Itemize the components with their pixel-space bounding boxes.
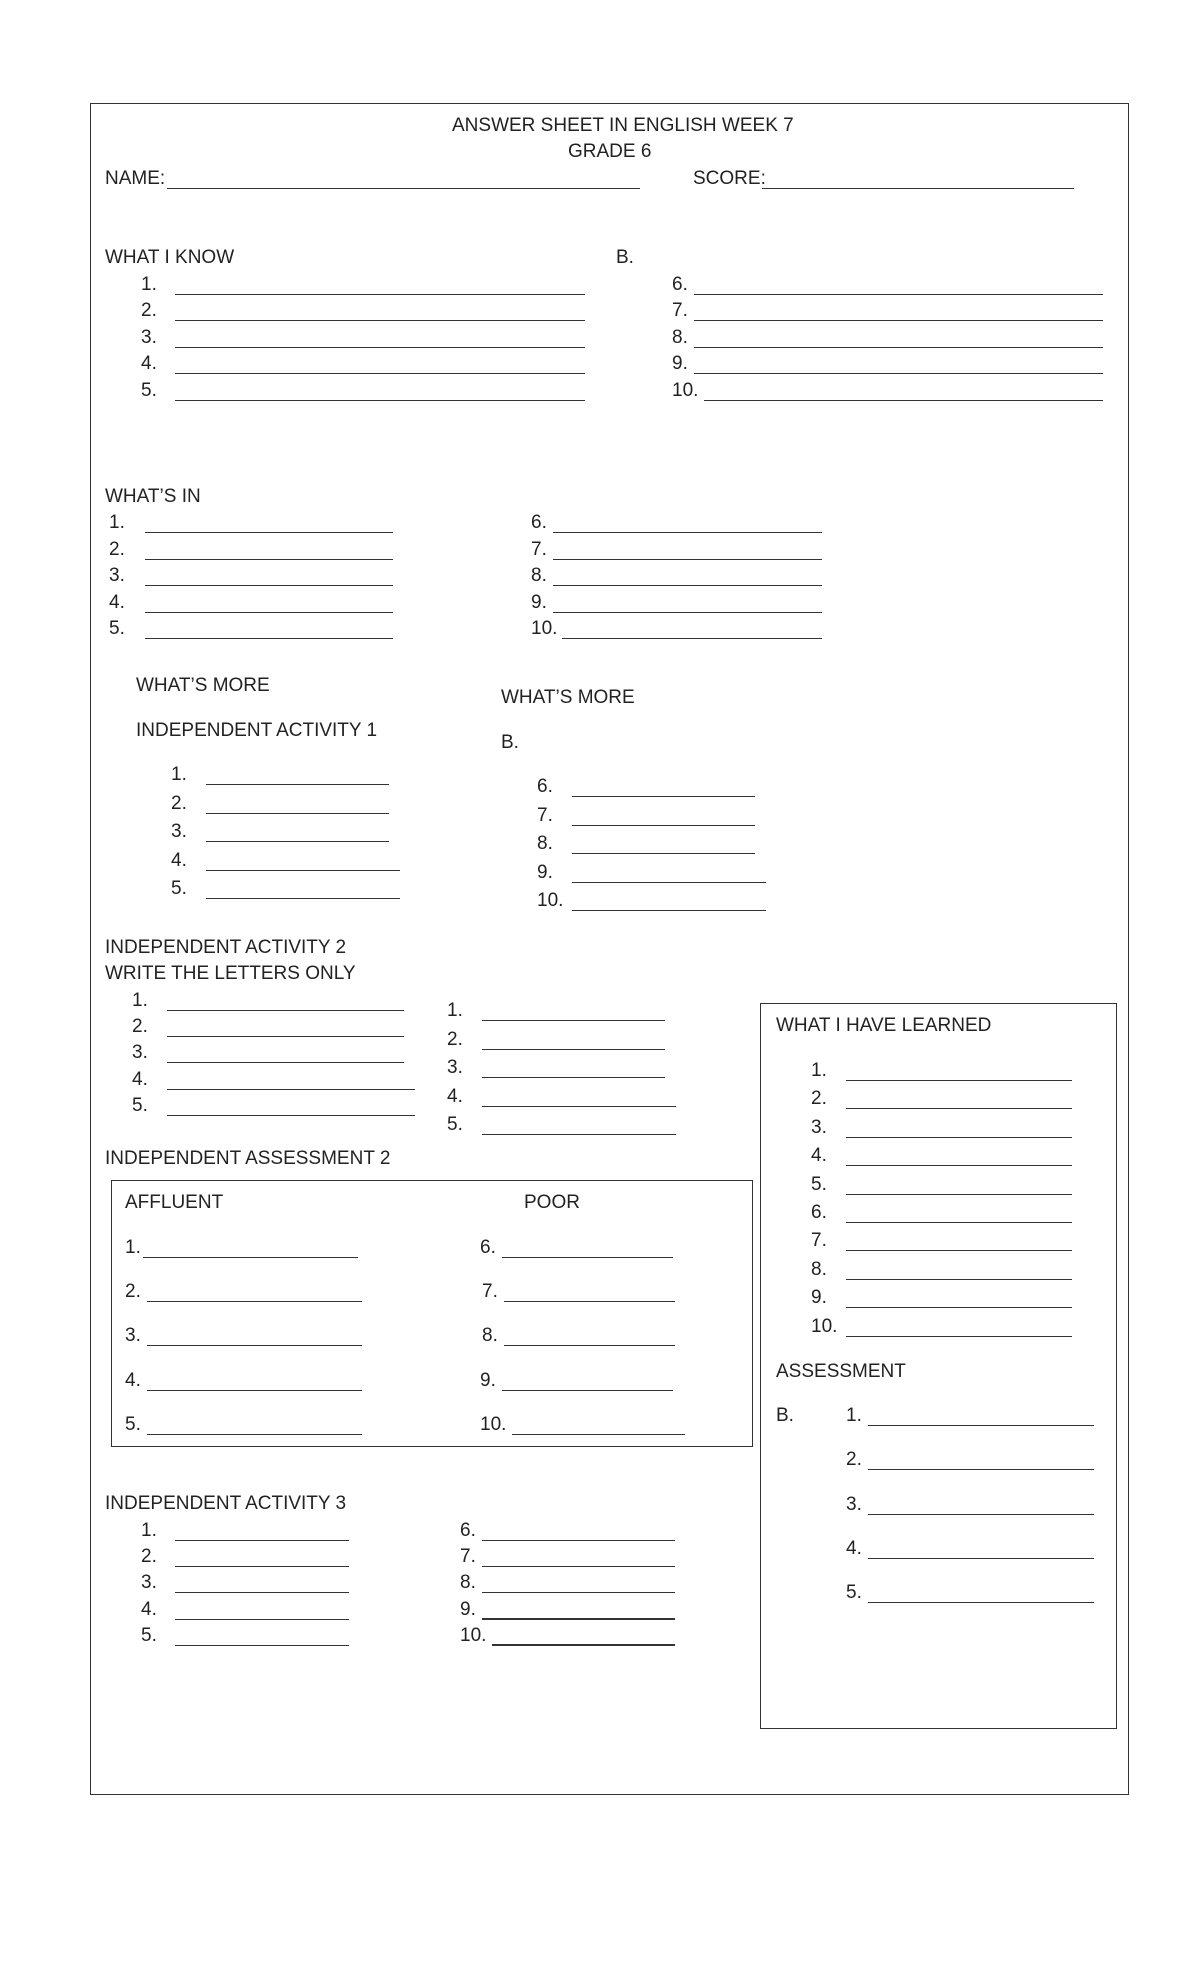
item-number: 4. [141,353,157,374]
answer-line[interactable] [868,1558,1094,1559]
answer-line[interactable] [492,1644,675,1646]
item-number: 2. [132,1016,148,1037]
score-label: SCORE: [693,168,766,189]
answer-line[interactable] [206,898,400,899]
item-number: 8. [672,327,688,348]
answer-line[interactable] [145,585,393,586]
item-number: 3. [141,1572,157,1593]
answer-line[interactable] [175,1566,349,1567]
item-number: 2. [141,1546,157,1567]
answer-line[interactable] [502,1257,673,1258]
item-number: 8. [531,565,547,586]
affluent-column-label: AFFLUENT [125,1192,224,1213]
item-number: 2. [811,1088,827,1109]
item-number: 6. [537,776,553,797]
answer-line[interactable] [482,1106,676,1107]
item-number: 2. [171,793,187,814]
what-i-know-part-b: B. [616,247,634,268]
answer-line[interactable] [482,1077,665,1078]
answer-line[interactable] [846,1279,1072,1280]
item-number: 2. [109,539,125,560]
item-number: 7. [672,300,688,321]
answer-line[interactable] [175,1619,349,1620]
item-number: 8. [537,833,553,854]
item-number: 8. [811,1259,827,1280]
answer-line[interactable] [145,638,393,639]
answer-line[interactable] [167,1115,415,1116]
answer-line[interactable] [175,1645,349,1646]
answer-line[interactable] [572,825,755,826]
item-number: 6. [811,1202,827,1223]
assessment-part-b: B. [776,1405,794,1426]
answer-line[interactable] [502,1390,673,1391]
answer-line[interactable] [175,1540,349,1541]
item-number: 9. [672,353,688,374]
answer-line[interactable] [846,1080,1072,1081]
item-number: 4. [141,1599,157,1620]
answer-line[interactable] [846,1222,1072,1223]
item-number: 5. [846,1582,862,1603]
assessment-2-box [111,1180,753,1447]
whats-in-heading: WHAT’S IN [105,486,201,507]
answer-line[interactable] [694,294,1103,295]
item-number: 4. [109,592,125,613]
item-number: 2. [447,1029,463,1050]
item-number: 1. [141,274,157,295]
whats-more-part-b: B. [501,732,519,753]
item-number: 7. [531,539,547,560]
item-number: 8. [482,1325,498,1346]
answer-line[interactable] [145,532,393,533]
answer-line[interactable] [694,320,1103,321]
item-number: 4. [125,1370,141,1391]
item-number: 4. [447,1086,463,1107]
answer-line[interactable] [846,1194,1072,1195]
answer-line[interactable] [167,1010,404,1011]
item-number: 5. [125,1414,141,1435]
independent-activity-1-heading: INDEPENDENT ACTIVITY 1 [136,720,378,741]
item-number: 2. [846,1449,862,1470]
name-label: NAME: [105,168,166,189]
item-number: 6. [480,1237,496,1258]
item-number: 9. [460,1599,476,1620]
answer-line[interactable] [145,559,393,560]
item-number: 3. [141,327,157,348]
item-number: 6. [672,274,688,295]
write-letters-instruction: WRITE THE LETTERS ONLY [105,963,356,984]
answer-line[interactable] [175,1592,349,1593]
answer-line[interactable] [846,1307,1072,1308]
answer-line[interactable] [553,612,822,613]
item-number: 1. [109,512,125,533]
item-number: 8. [460,1572,476,1593]
item-number: 9. [537,862,553,883]
poor-column-label: POOR [524,1192,580,1213]
answer-line[interactable] [482,1049,665,1050]
item-number: 4. [811,1145,827,1166]
answer-line[interactable] [482,1618,675,1620]
answer-line[interactable] [482,1134,676,1135]
item-number: 5. [132,1095,148,1116]
answer-line[interactable] [504,1345,675,1346]
item-number: 10. [537,890,564,911]
answer-line[interactable] [846,1137,1072,1138]
answer-line[interactable] [868,1469,1094,1470]
answer-line[interactable] [572,882,766,883]
answer-line[interactable] [846,1108,1072,1109]
item-number: 3. [811,1117,827,1138]
item-number: 10. [531,618,558,639]
item-number: 1. [141,1520,157,1541]
answer-line[interactable] [175,320,585,321]
item-number: 4. [846,1538,862,1559]
item-number: 5. [109,618,125,639]
item-number: 7. [460,1546,476,1567]
sheet-title: ANSWER SHEET IN ENGLISH WEEK 7 [452,115,794,136]
answer-line[interactable] [482,1020,665,1021]
answer-line[interactable] [512,1434,685,1435]
item-number: 6. [531,512,547,533]
item-number: 10. [460,1625,487,1646]
answer-line[interactable] [504,1301,675,1302]
item-number: 1. [447,1000,463,1021]
item-number: 1. [125,1237,141,1258]
answer-line[interactable] [167,1036,404,1037]
item-number: 3. [109,565,125,586]
answer-line[interactable] [206,841,389,842]
answer-line[interactable] [694,347,1103,348]
item-number: 9. [811,1287,827,1308]
item-number: 7. [537,805,553,826]
answer-line[interactable] [868,1514,1094,1515]
item-number: 10. [672,380,699,401]
answer-line[interactable] [143,1257,358,1258]
item-number: 1. [171,764,187,785]
answer-line[interactable] [846,1250,1072,1251]
answer-line[interactable] [147,1390,362,1391]
independent-activity-3-heading: INDEPENDENT ACTIVITY 3 [105,1493,347,1514]
answer-line[interactable] [694,373,1103,374]
answer-line[interactable] [175,347,585,348]
answer-line[interactable] [206,784,389,785]
item-number: 3. [447,1057,463,1078]
item-number: 4. [171,850,187,871]
answer-line[interactable] [206,870,400,871]
answer-line[interactable] [167,1062,404,1063]
answer-line[interactable] [482,1540,675,1541]
answer-line[interactable] [482,1566,675,1567]
answer-line[interactable] [175,373,585,374]
answer-line[interactable] [147,1345,362,1346]
answer-line[interactable] [846,1336,1072,1337]
item-number: 2. [141,300,157,321]
answer-line[interactable] [167,1089,415,1090]
item-number: 9. [531,592,547,613]
assessment-heading: ASSESSMENT [776,1361,906,1382]
item-number: 2. [125,1281,141,1302]
item-number: 3. [846,1494,862,1515]
answer-line[interactable] [145,612,393,613]
whats-more-heading: WHAT’S MORE [136,675,270,696]
answer-line[interactable] [175,294,585,295]
what-i-have-learned-heading: WHAT I HAVE LEARNED [776,1015,992,1036]
answer-line[interactable] [147,1434,362,1435]
answer-line[interactable] [175,400,585,401]
item-number: 5. [811,1174,827,1195]
answer-line[interactable] [572,853,755,854]
answer-line[interactable] [562,638,822,639]
answer-line[interactable] [553,559,822,560]
item-number: 10. [811,1316,838,1337]
item-number: 9. [480,1370,496,1391]
item-number: 6. [460,1520,476,1541]
item-number: 1. [811,1060,827,1081]
answer-line[interactable] [482,1592,675,1593]
answer-line[interactable] [572,796,755,797]
answer-line[interactable] [846,1165,1072,1166]
independent-activity-2-heading: INDEPENDENT ACTIVITY 2 [105,937,347,958]
grade-label: GRADE 6 [568,141,652,162]
item-number: 7. [811,1230,827,1251]
item-number: 4. [132,1069,148,1090]
answer-line[interactable] [147,1301,362,1302]
item-number: 1. [132,990,148,1011]
item-number: 3. [171,821,187,842]
item-number: 5. [141,380,157,401]
item-number: 3. [125,1325,141,1346]
whats-more-b-heading: WHAT’S MORE [501,687,635,708]
answer-line[interactable] [206,813,389,814]
item-number: 3. [132,1042,148,1063]
item-number: 10. [480,1414,507,1435]
independent-assessment-2-heading: INDEPENDENT ASSESSMENT 2 [105,1148,391,1169]
item-number: 5. [447,1114,463,1135]
answer-line[interactable] [704,400,1103,401]
name-field[interactable] [170,167,635,189]
answer-line[interactable] [572,910,766,911]
answer-line[interactable] [868,1425,1094,1426]
item-number: 5. [141,1625,157,1646]
item-number: 5. [171,878,187,899]
answer-line[interactable] [868,1602,1094,1603]
item-number: 1. [846,1405,862,1426]
answer-line[interactable] [553,585,822,586]
what-i-know-heading: WHAT I KNOW [105,247,235,268]
answer-line[interactable] [553,532,822,533]
item-number: 7. [482,1281,498,1302]
score-field[interactable] [765,167,1070,189]
